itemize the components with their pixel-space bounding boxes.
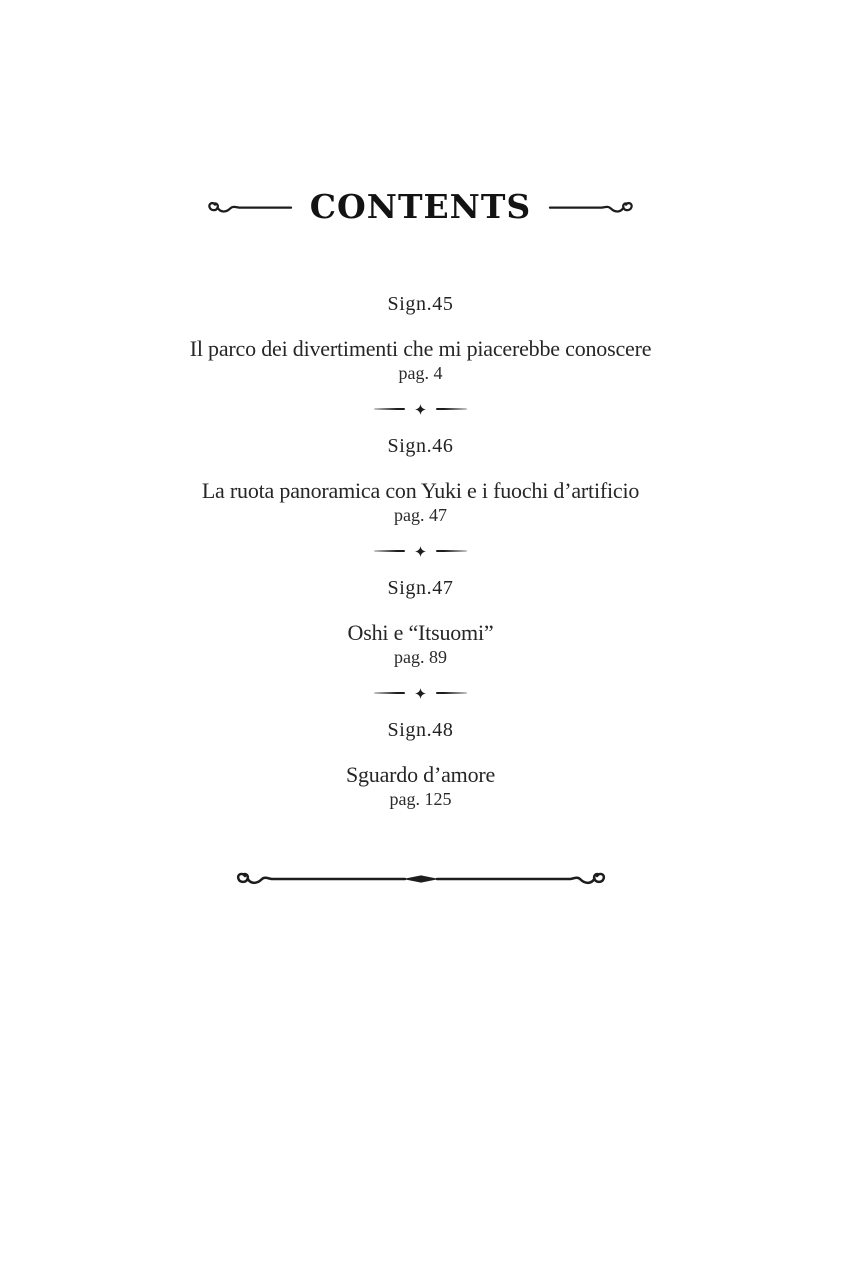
separator-dash bbox=[436, 408, 467, 410]
scroll-divider-icon bbox=[235, 866, 607, 894]
header-flourish-right-icon bbox=[548, 196, 634, 218]
footer-divider bbox=[0, 866, 841, 894]
diamond-star-icon bbox=[415, 404, 426, 415]
separator-dash bbox=[374, 550, 405, 552]
diamond-star-icon bbox=[415, 546, 426, 557]
toc-entry bbox=[202, 436, 639, 524]
chapter-number: Sign.45 bbox=[387, 293, 454, 315]
separator-dash bbox=[436, 550, 467, 552]
separator-dash bbox=[374, 408, 405, 410]
chapter-title: La ruota panoramica con Yuki e i fuochi d’artificio bbox=[201, 478, 640, 503]
toc-list bbox=[0, 294, 841, 808]
toc-entry bbox=[190, 294, 652, 382]
chapter-title: Il parco dei divertimenti che mi piacerebbe conoscere bbox=[189, 336, 652, 361]
diamond-star-icon bbox=[415, 688, 426, 699]
chapter-page: pag. 125 bbox=[389, 789, 452, 809]
separator-dash bbox=[374, 692, 405, 694]
chapter-number: Sign.48 bbox=[387, 719, 454, 741]
entry-separator bbox=[374, 687, 467, 699]
toc-header bbox=[0, 187, 841, 226]
entry-separator bbox=[374, 545, 467, 557]
chapter-number: Sign.47 bbox=[387, 577, 454, 599]
chapter-title: Sguardo d’amore bbox=[345, 762, 496, 787]
chapter-page: pag. 4 bbox=[398, 363, 443, 383]
chapter-page: pag. 47 bbox=[394, 505, 447, 525]
chapter-title: Oshi e “Itsuomi” bbox=[347, 620, 494, 645]
entry-separator bbox=[374, 403, 467, 415]
chapter-page: pag. 89 bbox=[393, 647, 447, 667]
header-flourish-left-icon bbox=[207, 196, 293, 218]
page-title: CONTENTS bbox=[309, 187, 532, 226]
toc-entry bbox=[348, 578, 494, 666]
toc-entry bbox=[346, 720, 495, 808]
separator-dash bbox=[436, 692, 467, 694]
chapter-number: Sign.46 bbox=[387, 435, 454, 457]
